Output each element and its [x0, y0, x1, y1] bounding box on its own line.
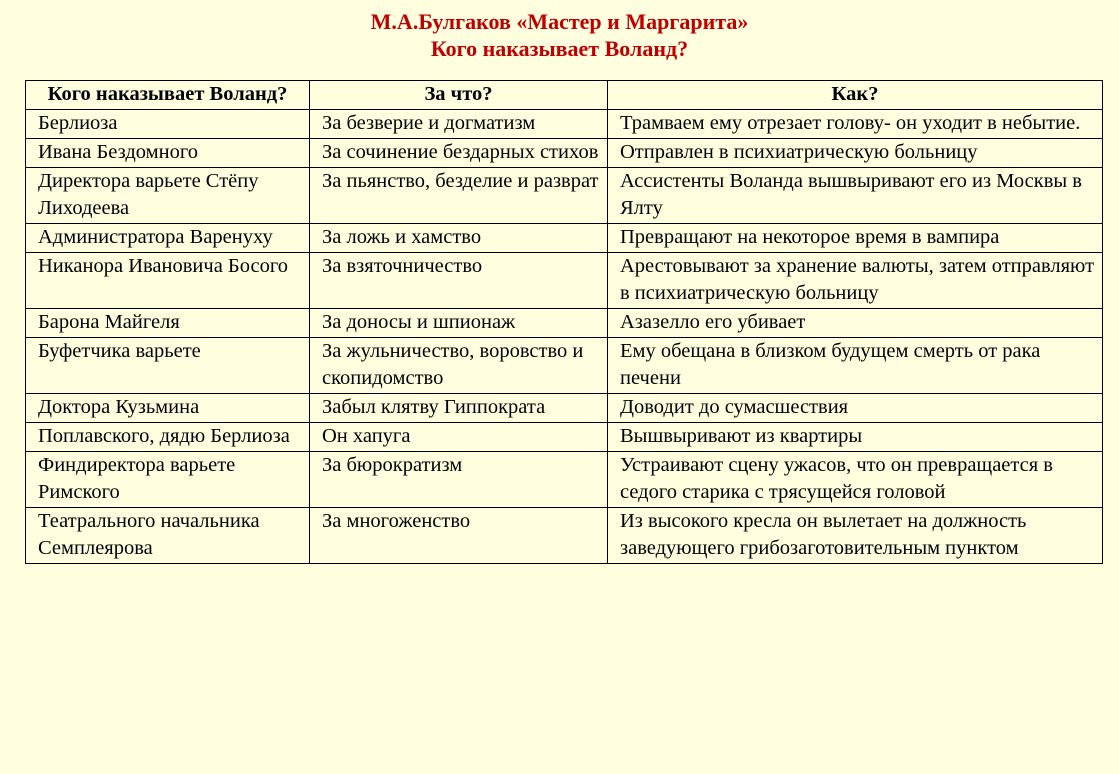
table-row	[26, 139, 1103, 168]
cell-who: Театрального начальника Семплеярова	[26, 508, 310, 564]
table-row	[26, 253, 1103, 309]
table-row	[26, 309, 1103, 338]
cell-who: Администратора Варенуху	[26, 224, 310, 253]
cell-why: За бюрократизм	[310, 452, 608, 508]
cell-who: Буфетчика варьете	[26, 338, 310, 394]
page-title	[0, 8, 1119, 62]
header-why: За что?	[310, 81, 608, 110]
table-row	[26, 452, 1103, 508]
table-row	[26, 508, 1103, 564]
cell-why: За многоженство	[310, 508, 608, 564]
cell-how: Превращают на некоторое время в вампира	[608, 224, 1103, 253]
cell-who: Ивана Бездомного	[26, 139, 310, 168]
cell-how: Отправлен в психиатрическую больницу	[608, 139, 1103, 168]
table-row	[26, 168, 1103, 224]
cell-why: За ложь и хамство	[310, 224, 608, 253]
cell-how: Арестовывают за хранение валюты, затем отправляют в психиатрическую больницу	[608, 253, 1103, 309]
cell-how: Доводит до сумасшествия	[608, 394, 1103, 423]
table-header-row	[26, 81, 1103, 110]
table-row	[26, 110, 1103, 139]
table-row	[26, 224, 1103, 253]
cell-why: За доносы и шпионаж	[310, 309, 608, 338]
cell-why: За безверие и догматизм	[310, 110, 608, 139]
cell-how: Ассистенты Воланда вышвыривают его из Москвы в Ялту	[608, 168, 1103, 224]
cell-how: Ему обещана в близком будущем смерть от рака печени	[608, 338, 1103, 394]
cell-why: За жульничество, воровство и скопидомство	[310, 338, 608, 394]
cell-why: За сочинение бездарных стихов	[310, 139, 608, 168]
cell-how: Устраивают сцену ужасов, что он превращается в седого старика с трясущейся головой	[608, 452, 1103, 508]
cell-who: Барона Майгеля	[26, 309, 310, 338]
title-line-1: М.А.Булгаков «Мастер и Маргарита»	[370, 9, 749, 34]
title-line-2: Кого наказывает Воланд?	[430, 36, 689, 61]
cell-why: Забыл клятву Гиппократа	[310, 394, 608, 423]
cell-who: Никанора Ивановича Босого	[26, 253, 310, 309]
table-row	[26, 423, 1103, 452]
cell-how: Вышвыривают из квартиры	[608, 423, 1103, 452]
cell-why: За взяточничество	[310, 253, 608, 309]
punishments-table	[25, 80, 1103, 564]
header-how: Как?	[608, 81, 1103, 110]
cell-how: Азазелло его убивает	[608, 309, 1103, 338]
cell-who: Берлиоза	[26, 110, 310, 139]
cell-who: Директора варьете Стёпу Лиходеева	[26, 168, 310, 224]
cell-who: Поплавского, дядю Берлиоза	[26, 423, 310, 452]
cell-why: Он хапуга	[310, 423, 608, 452]
cell-how: Из высокого кресла он вылетает на должность заведующего грибозаготовительным пунктом	[608, 508, 1103, 564]
header-who: Кого наказывает Воланд?	[26, 81, 310, 110]
table-row	[26, 394, 1103, 423]
cell-who: Доктора Кузьмина	[26, 394, 310, 423]
table-row	[26, 338, 1103, 394]
cell-how: Трамваем ему отрезает голову- он уходит в небытие.	[608, 110, 1103, 139]
cell-why: За пьянство, безделие и разврат	[310, 168, 608, 224]
cell-who: Финдиректора варьете Римского	[26, 452, 310, 508]
